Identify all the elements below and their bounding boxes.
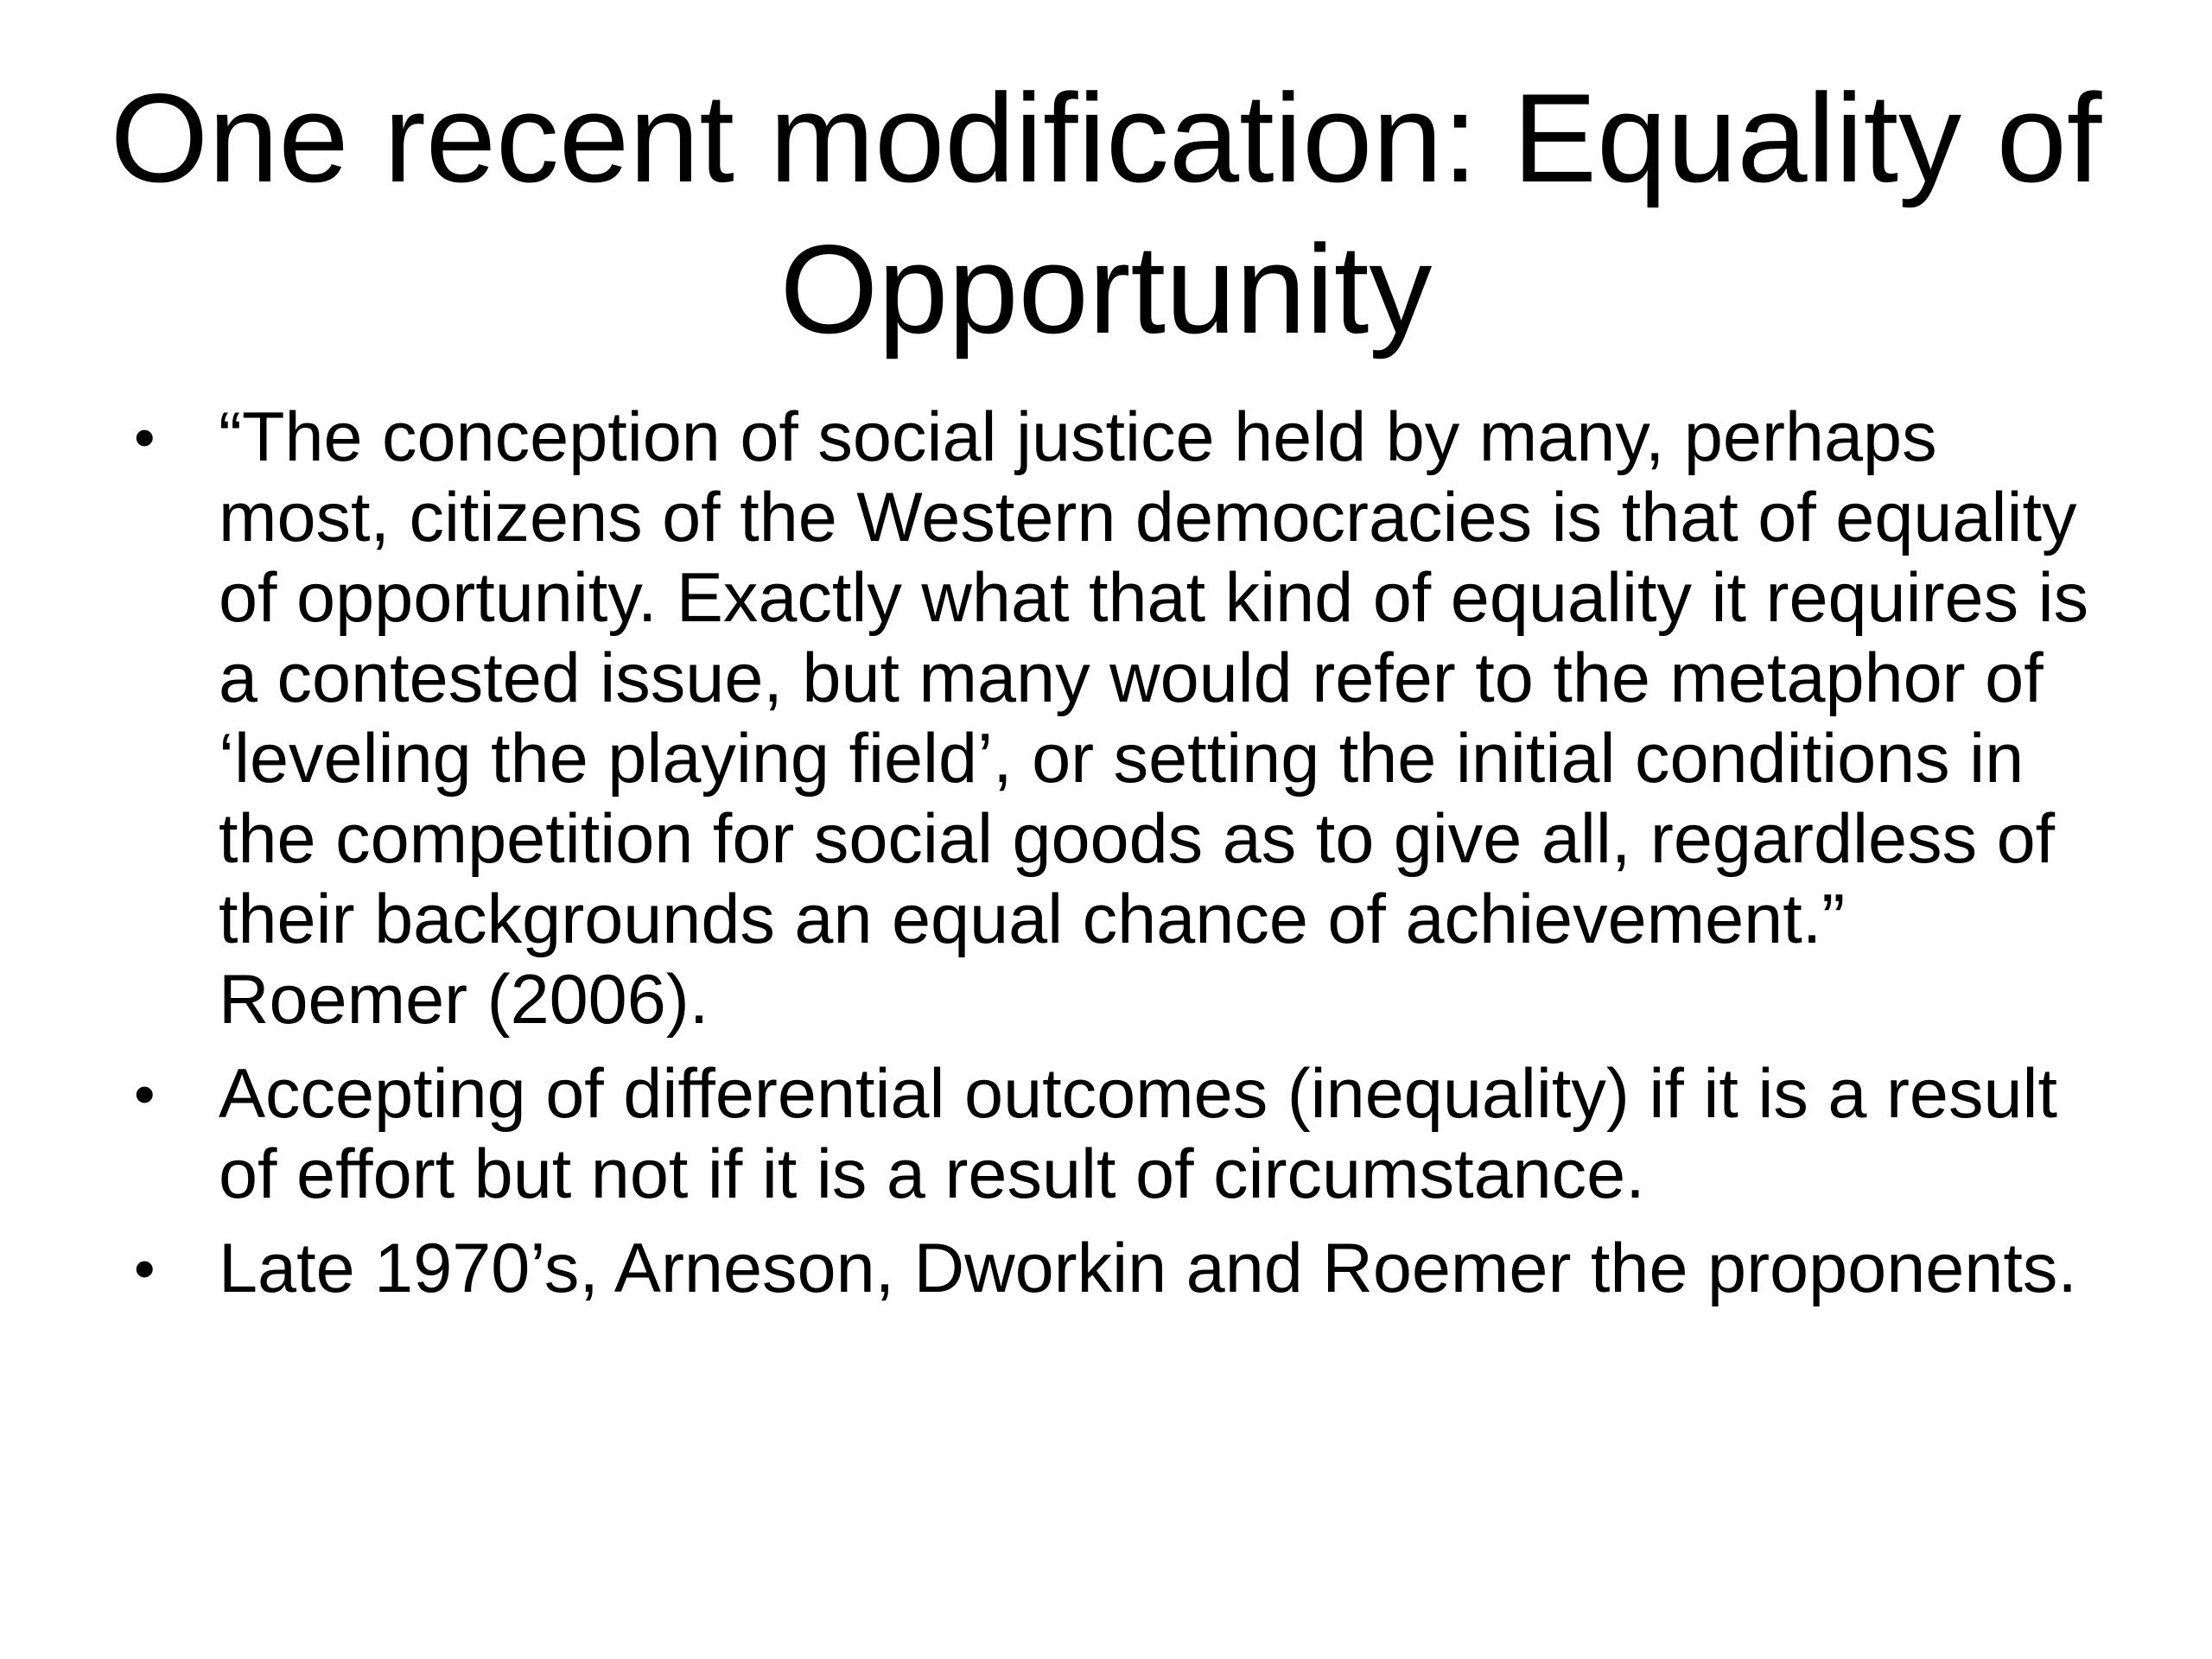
bullet-icon: •	[134, 404, 156, 471]
bullet-icon: •	[134, 1060, 156, 1128]
bullet-text-proponents: Late 1970’s, Arneson, Dworkin and Roemer the proponents.	[219, 1230, 2077, 1307]
bullet-list	[134, 397, 2113, 1323]
bullet-item	[134, 397, 2113, 1040]
bullet-text-differential-outcomes: Accepting of differential outcomes (inequality) if it is a result of effort but not if it is a result of circumstance.	[219, 1055, 2058, 1213]
bullet-icon: •	[134, 1235, 156, 1302]
bullet-text-roemer-quote: “The conception of social justice held by many, perhaps most, citizens of the Western democracies is that of equality of opportunity. Exactly what that kind of equality it requires is a contested issue, but many would refer to the metaphor of ‘leveling the playing field’, or setting the initial conditions in the competition for social goods as to give all, regardless of their backgrounds an equal chance of achievement.” Roemer (2006).	[219, 398, 2089, 1039]
bullet-item	[134, 1054, 2113, 1215]
slide-title: One recent modification: Equality of Opportunity	[110, 67, 2102, 359]
bullet-item	[134, 1229, 2113, 1309]
